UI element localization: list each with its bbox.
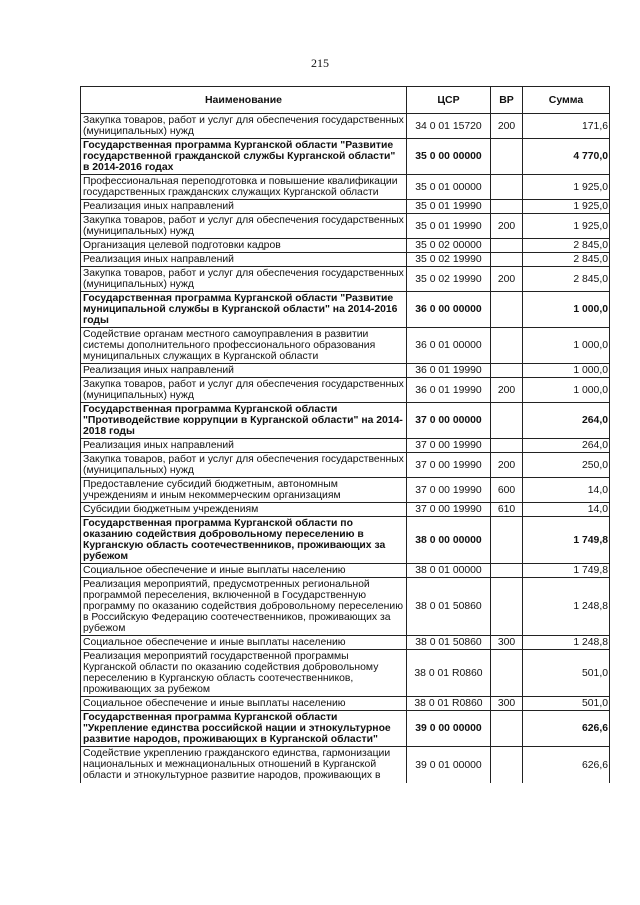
row-vr: 300 (491, 697, 523, 711)
row-sum: 1 925,0 (523, 200, 610, 214)
row-sum: 14,0 (523, 503, 610, 517)
table-row (81, 636, 610, 650)
row-vr (491, 711, 523, 747)
table-row (81, 292, 610, 328)
row-code: 35 0 01 19990 (407, 200, 491, 214)
row-sum: 501,0 (523, 697, 610, 711)
row-name: Субсидии бюджетным учреждениям (81, 503, 407, 517)
row-sum: 1 248,8 (523, 636, 610, 650)
row-code: 35 0 02 19990 (407, 267, 491, 292)
row-vr: 200 (491, 453, 523, 478)
table-row (81, 564, 610, 578)
header-sum: Сумма (523, 87, 610, 114)
row-name: Закупка товаров, работ и услуг для обеспечения государственных (муниципальных) нужд (81, 378, 407, 403)
row-name: Закупка товаров, работ и услуг для обеспечения государственных (муниципальных) нужд (81, 453, 407, 478)
row-code: 35 0 00 00000 (407, 139, 491, 175)
row-code: 39 0 01 00000 (407, 747, 491, 784)
row-sum: 1 749,8 (523, 564, 610, 578)
row-vr (491, 439, 523, 453)
row-sum: 626,6 (523, 711, 610, 747)
row-vr: 200 (491, 267, 523, 292)
row-name: Социальное обеспечение и иные выплаты населению (81, 564, 407, 578)
row-name: Профессиональная переподготовка и повышение квалификации государственных гражданских служащих Курганской области (81, 175, 407, 200)
row-name: Социальное обеспечение и иные выплаты населению (81, 636, 407, 650)
row-code: 35 0 01 00000 (407, 175, 491, 200)
row-code: 34 0 01 15720 (407, 114, 491, 139)
row-name: Реализация иных направлений (81, 439, 407, 453)
table-row (81, 239, 610, 253)
row-sum: 2 845,0 (523, 239, 610, 253)
row-sum: 264,0 (523, 439, 610, 453)
row-name: Реализация мероприятий, предусмотренных региональной программой переселения, включенной в Государственную программу по оказанию содействия добровольному переселению в Российскую Федерацию соотечественников, проживающих за рубежом (81, 578, 407, 636)
row-code: 36 0 00 00000 (407, 292, 491, 328)
row-code: 38 0 01 R0860 (407, 697, 491, 711)
row-code: 36 0 01 00000 (407, 328, 491, 364)
row-sum: 1 925,0 (523, 214, 610, 239)
row-vr: 200 (491, 378, 523, 403)
page-number: 215 (311, 56, 329, 70)
table-row (81, 378, 610, 403)
row-name: Государственная программа Курганской области "Развитие государственной гражданской службы Курганской области" в 2014-2016 годах (81, 139, 407, 175)
table-row (81, 747, 610, 784)
row-name: Содействие укреплению гражданского единства, гармонизации национальных и межнациональных отношений в Курганской области и этнокультурное развитие народов, проживающих в (81, 747, 407, 784)
row-sum: 171,6 (523, 114, 610, 139)
row-name: Реализация мероприятий государственной программы Курганской области по оказанию содействия добровольному переселению в Курганскую область соотечественников, проживающих за рубежом (81, 650, 407, 697)
row-sum: 1 925,0 (523, 175, 610, 200)
row-name: Закупка товаров, работ и услуг для обеспечения государственных (муниципальных) нужд (81, 214, 407, 239)
row-name: Реализация иных направлений (81, 364, 407, 378)
row-sum: 2 845,0 (523, 253, 610, 267)
row-code: 36 0 01 19990 (407, 364, 491, 378)
row-sum: 501,0 (523, 650, 610, 697)
row-sum: 626,6 (523, 747, 610, 784)
row-vr (491, 175, 523, 200)
row-name: Организация целевой подготовки кадров (81, 239, 407, 253)
row-code: 36 0 01 19990 (407, 378, 491, 403)
row-name: Государственная программа Курганской области по оказанию содействия добровольному переселению в Курганскую область соотечественников, проживающих за рубежом (81, 517, 407, 564)
table-row (81, 503, 610, 517)
row-name: Социальное обеспечение и иные выплаты населению (81, 697, 407, 711)
row-vr (491, 517, 523, 564)
budget-table (80, 86, 610, 783)
row-code: 35 0 02 00000 (407, 239, 491, 253)
table-row (81, 478, 610, 503)
table-row (81, 578, 610, 636)
row-vr (491, 650, 523, 697)
row-name: Государственная программа Курганской области "Развитие муниципальной службы в Курганской области" на 2014-2016 годы (81, 292, 407, 328)
table-row (81, 364, 610, 378)
table-row (81, 114, 610, 139)
row-vr (491, 253, 523, 267)
row-vr: 610 (491, 503, 523, 517)
table-row (81, 267, 610, 292)
row-sum: 1 749,8 (523, 517, 610, 564)
header-code: ЦСР (407, 87, 491, 114)
table-row (81, 517, 610, 564)
table-row (81, 697, 610, 711)
row-vr (491, 292, 523, 328)
row-code: 39 0 00 00000 (407, 711, 491, 747)
row-vr: 300 (491, 636, 523, 650)
row-code: 37 0 00 00000 (407, 403, 491, 439)
row-code: 38 0 01 50860 (407, 578, 491, 636)
table-row (81, 175, 610, 200)
row-name: Предоставление субсидий бюджетным, автономным учреждениям и иным некоммерческим организациям (81, 478, 407, 503)
table-row (81, 453, 610, 478)
row-sum: 250,0 (523, 453, 610, 478)
row-vr (491, 403, 523, 439)
row-vr: 600 (491, 478, 523, 503)
row-name: Содействие органам местного самоуправления в развитии системы дополнительного профессионального образования муниципальных служащих в Курганской области (81, 328, 407, 364)
row-vr (491, 364, 523, 378)
header-name: Наименование (81, 87, 407, 114)
table-row (81, 711, 610, 747)
row-sum: 1 000,0 (523, 328, 610, 364)
row-code: 35 0 02 19990 (407, 253, 491, 267)
row-code: 38 0 01 00000 (407, 564, 491, 578)
row-code: 35 0 01 19990 (407, 214, 491, 239)
row-code: 37 0 00 19990 (407, 453, 491, 478)
row-sum: 1 000,0 (523, 364, 610, 378)
row-code: 37 0 00 19990 (407, 503, 491, 517)
row-sum: 1 000,0 (523, 292, 610, 328)
table-row (81, 328, 610, 364)
row-name: Закупка товаров, работ и услуг для обеспечения государственных (муниципальных) нужд (81, 267, 407, 292)
row-vr (491, 564, 523, 578)
row-vr (491, 239, 523, 253)
table-row (81, 403, 610, 439)
row-code: 37 0 00 19990 (407, 439, 491, 453)
row-code: 37 0 00 19990 (407, 478, 491, 503)
table-row (81, 200, 610, 214)
row-vr: 200 (491, 114, 523, 139)
row-vr (491, 747, 523, 784)
header-vr: ВР (491, 87, 523, 114)
row-sum: 2 845,0 (523, 267, 610, 292)
row-vr (491, 139, 523, 175)
row-sum: 14,0 (523, 478, 610, 503)
row-vr (491, 578, 523, 636)
row-sum: 1 000,0 (523, 378, 610, 403)
table-body (81, 114, 610, 784)
row-name: Реализация иных направлений (81, 253, 407, 267)
row-vr (491, 328, 523, 364)
table-row (81, 650, 610, 697)
row-code: 38 0 00 00000 (407, 517, 491, 564)
row-vr (491, 200, 523, 214)
row-name: Реализация иных направлений (81, 200, 407, 214)
row-vr: 200 (491, 214, 523, 239)
row-sum: 4 770,0 (523, 139, 610, 175)
row-name: Закупка товаров, работ и услуг для обеспечения государственных (муниципальных) нужд (81, 114, 407, 139)
table-row (81, 139, 610, 175)
row-sum: 1 248,8 (523, 578, 610, 636)
table-header-row (81, 87, 610, 114)
row-sum: 264,0 (523, 403, 610, 439)
row-name: Государственная программа Курганской области "Противодействие коррупции в Курганской области" на 2014-2018 годы (81, 403, 407, 439)
row-code: 38 0 01 R0860 (407, 650, 491, 697)
row-code: 38 0 01 50860 (407, 636, 491, 650)
table-row (81, 214, 610, 239)
table-row (81, 253, 610, 267)
row-name: Государственная программа Курганской области "Укрепление единства российской нации и этнокультурное развитие народов, проживающих в Курганской области" (81, 711, 407, 747)
table-row (81, 439, 610, 453)
